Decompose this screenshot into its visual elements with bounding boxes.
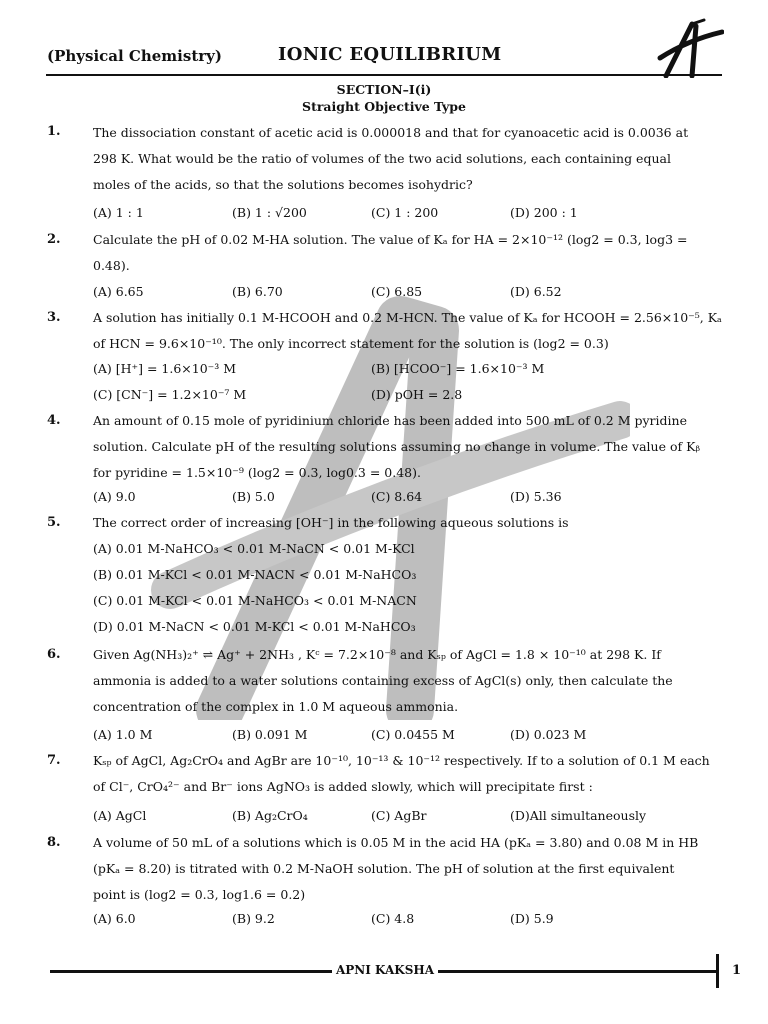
option-a: (A) 6.0 [93, 911, 136, 926]
question-text [93, 408, 723, 486]
question-line: The correct order of increasing [OH⁻] in the following aqueous solutions is [93, 515, 569, 530]
question-line: moles of the acids, so that the solutions becomes isohydric? [93, 177, 473, 192]
question-line: concentration of the complex in 1.0 M aqueous ammonia. [93, 699, 459, 714]
question-line: for pyridine = 1.5×10⁻⁹ (log2 = 0.3, log0.3 = 0.48). [93, 465, 421, 480]
option-a: (A) 6.65 [93, 284, 144, 299]
option-d: (D) 5.36 [510, 489, 562, 504]
option-a: (A) AgCl [93, 808, 147, 823]
section-title: SECTION–I(i) [336, 82, 432, 97]
question-text [93, 748, 723, 800]
footer-rule-right [438, 970, 718, 973]
option-d: (D) pOH = 2.8 [371, 387, 463, 402]
footer-rule-left [50, 970, 332, 973]
footer-end-bar [716, 954, 719, 988]
question-line: of HCN = 9.6×10⁻¹⁰. The only incorrect statement for the solution is (log2 = 0.3) [93, 336, 609, 351]
question-line: An amount of 0.15 mole of pyridinium chloride has been added into 500 mL of 0.2 M pyridine [93, 413, 687, 428]
question-text [93, 830, 723, 908]
option-c: (C) [CN⁻] = 1.2×10⁻⁷ M [93, 387, 247, 402]
option-d: (D)All simultaneously [510, 808, 647, 823]
option-b: (B) Ag₂CrO₄ [232, 808, 308, 823]
option-d: (D) 0.023 M [510, 727, 587, 742]
option-c: (C) AgBr [371, 808, 427, 823]
page-number: 1 [732, 963, 742, 978]
question-line: of Cl⁻, CrO₄²⁻ and Br⁻ ions AgNO₃ is added slowly, which will precipitate first : [93, 779, 593, 794]
footer-brand: APNI KAKSHA [335, 963, 435, 977]
question-line: 298 K. What would be the ratio of volumes of the two acid solutions, each containing equal [93, 151, 671, 166]
option-c: (C) 0.0455 M [371, 727, 455, 742]
option-b: (B) 0.091 M [232, 727, 308, 742]
option-d: (D) 0.01 M-NaCN < 0.01 M-KCl < 0.01 M-NaHCO₃ [93, 619, 416, 634]
question-number: 2. [47, 232, 61, 247]
question-line: Given Ag(NH₃)₂⁺ ⇌ Ag⁺ + 2NH₃ , Kᶜ = 7.2×10⁻⁸ and Kₛₚ of AgCl = 1.8 × 10⁻¹⁰ at 298 K. If [93, 647, 661, 662]
question-line: A solution has initially 0.1 M-HCOOH and 0.2 M-HCN. The value of Kₐ for HCOOH = 2.56×10⁻⁵, Kₐ [93, 310, 722, 325]
option-b: (B) 5.0 [232, 489, 275, 504]
question-number: 6. [47, 647, 61, 662]
option-a: (A) 1 : 1 [93, 205, 144, 220]
question-text [93, 510, 723, 536]
option-b: (B) [HCOO⁻] = 1.6×10⁻³ M [371, 361, 545, 376]
question-number: 7. [47, 753, 61, 768]
question-line: point is (log2 = 0.3, log1.6 = 0.2) [93, 887, 306, 902]
header-rule [46, 74, 722, 76]
question-line: Calculate the pH of 0.02 M-HA solution. The value of Kₐ for HA = 2×10⁻¹² (log2 = 0.3, log3 = [93, 232, 688, 247]
option-c: (C) 8.64 [371, 489, 423, 504]
question-line: (pKₐ = 8.20) is titrated with 0.2 M-NaOH solution. The pH of solution at the first equivalent [93, 861, 675, 876]
question-text [93, 642, 723, 720]
subject-label: (Physical Chemistry) [47, 47, 222, 65]
question-line: solution. Calculate pH of the resulting solutions assuming no change in volume. The value of Kᵦ [93, 439, 700, 454]
question-number: 4. [47, 413, 61, 428]
question-number: 3. [47, 310, 61, 325]
question-line: 0.48). [93, 258, 130, 273]
option-b: (B) 1 : √200 [232, 205, 307, 220]
question-line: ammonia is added to a water solutions containing excess of AgCl(s) only, then calculate the [93, 673, 673, 688]
question-number: 1. [47, 124, 61, 139]
option-c: (C) 1 : 200 [371, 205, 439, 220]
page-title: IONIC EQUILIBRIUM [278, 44, 502, 65]
option-b: (B) 9.2 [232, 911, 275, 926]
question-line: The dissociation constant of acetic acid is 0.000018 and that for cyanoacetic acid is 0.0036 at [93, 125, 689, 140]
option-d: (D) 6.52 [510, 284, 562, 299]
option-c: (C) 6.85 [371, 284, 423, 299]
option-c: (C) 0.01 M-KCl < 0.01 M-NaHCO₃ < 0.01 M-NACN [93, 593, 417, 608]
question-text [93, 227, 723, 279]
option-b: (B) 6.70 [232, 284, 283, 299]
question-text [93, 120, 723, 198]
option-a: (A) 0.01 M-NaHCO₃ < 0.01 M-NaCN < 0.01 M-KCl [93, 541, 415, 556]
option-d: (D) 5.9 [510, 911, 554, 926]
question-number: 8. [47, 835, 61, 850]
section-subtitle: Straight Objective Type [302, 99, 466, 114]
question-line: Kₛₚ of AgCl, Ag₂CrO₄ and AgBr are 10⁻¹⁰, 10⁻¹³ & 10⁻¹² respectively. If to a solution of 0.1 M each [93, 753, 710, 768]
option-a: (A) 1.0 M [93, 727, 153, 742]
option-a: (A) [H⁺] = 1.6×10⁻³ M [93, 361, 237, 376]
question-number: 5. [47, 515, 61, 530]
option-d: (D) 200 : 1 [510, 205, 578, 220]
option-c: (C) 4.8 [371, 911, 415, 926]
option-b: (B) 0.01 M-KCl < 0.01 M-NACN < 0.01 M-NaHCO₃ [93, 567, 417, 582]
question-line: A volume of 50 mL of a solutions which is 0.05 M in the acid HA (pKₐ = 3.80) and 0.08 M in HB [93, 835, 699, 850]
question-text [93, 305, 723, 357]
option-a: (A) 9.0 [93, 489, 136, 504]
brand-logo-icon [652, 18, 724, 78]
